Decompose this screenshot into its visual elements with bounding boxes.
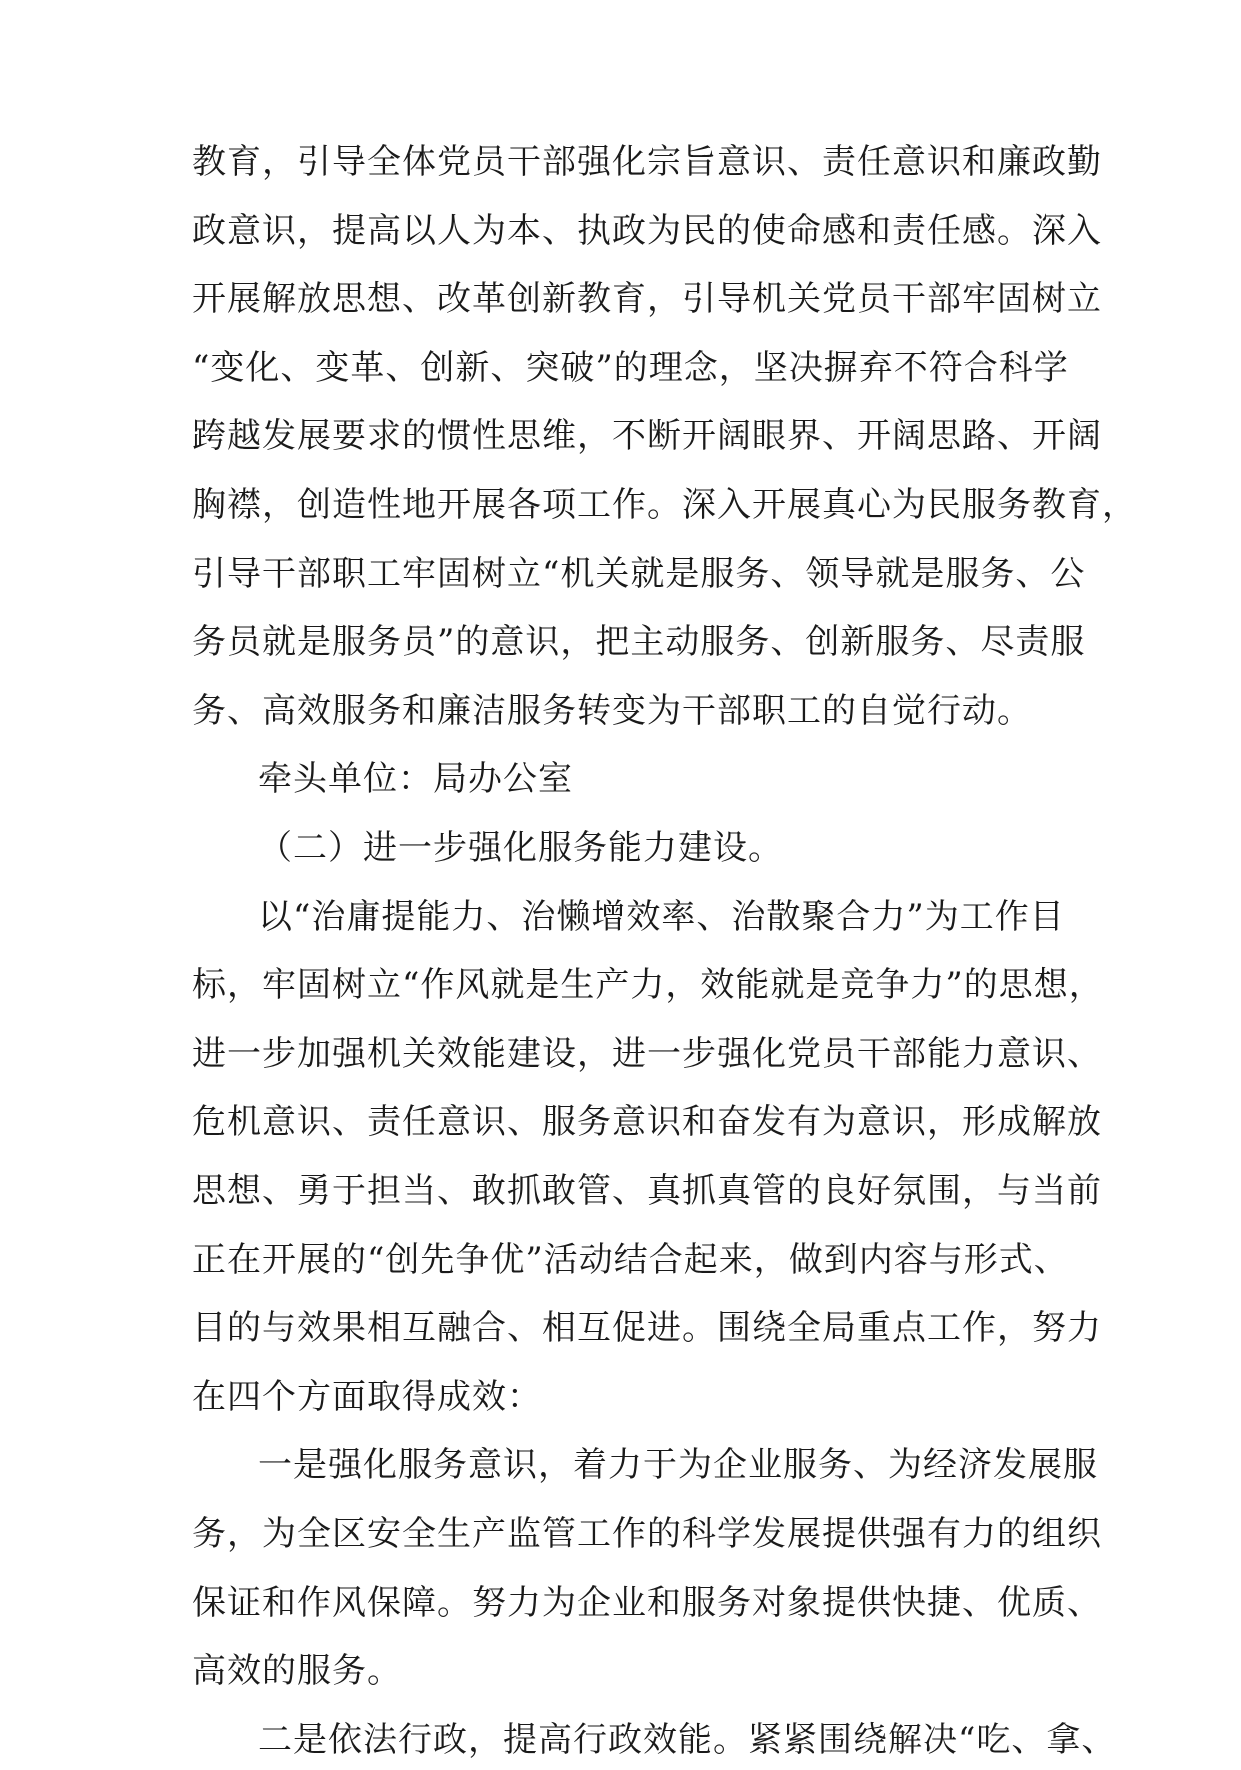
text-line: 进一步加强机关效能建设，进一步强化党员干部能力意识、 (192, 1034, 1102, 1074)
lead-unit-line: 牵头单位：局办公室 (258, 759, 573, 799)
text-line: 思想、勇于担当、敢抓敢管、真抓真管的良好氛围，与当前 (192, 1171, 1102, 1211)
text-line: 二是依法行政，提高行政效能。紧紧围绕解决“吃、拿、 (258, 1720, 1117, 1760)
text-line: 务，为全区安全生产监管工作的科学发展提供强有力的组织 (192, 1514, 1102, 1554)
text-line: 高效的服务。 (192, 1651, 402, 1691)
text-line: 教育，引导全体党员干部强化宗旨意识、责任意识和廉政勤 (192, 142, 1102, 182)
text-line: 标，牢固树立“作风就是生产力，效能就是竞争力”的思想， (192, 965, 1104, 1005)
text-line: “变化、变革、创新、突破”的理念，坚决摒弃不符合科学 (192, 348, 1069, 388)
text-line: 以“治庸提能力、治懒增效率、治散聚合力”为工作目 (258, 897, 1065, 937)
text-line: 正在开展的“创先争优”活动结合起来，做到内容与形式、 (192, 1240, 1069, 1280)
text-line: 务、高效服务和廉洁服务转变为干部职工的自觉行动。 (192, 691, 1032, 731)
text-line: 开展解放思想、改革创新教育，引导机关党员干部牢固树立 (192, 279, 1102, 319)
text-line: 保证和作风保障。努力为企业和服务对象提供快捷、优质、 (192, 1583, 1102, 1623)
text-line: 政意识，提高以人为本、执政为民的使命感和责任感。深入 (192, 211, 1102, 251)
text-line: 一是强化服务意识，着力于为企业服务、为经济发展服 (258, 1445, 1098, 1485)
text-line: 在四个方面取得成效： (192, 1377, 542, 1417)
text-line: 务员就是服务员”的意识，把主动服务、创新服务、尽责服 (192, 622, 1086, 662)
text-line: 危机意识、责任意识、服务意识和奋发有为意识，形成解放 (192, 1102, 1102, 1142)
text-line: 胸襟，创造性地开展各项工作。深入开展真心为民服务教育， (192, 485, 1137, 525)
text-line: 引导干部职工牢固树立“机关就是服务、领导就是服务、公 (192, 554, 1086, 594)
text-line: 跨越发展要求的惯性思维，不断开阔眼界、开阔思路、开阔 (192, 416, 1102, 456)
text-line: 目的与效果相互融合、相互促进。围绕全局重点工作，努力 (192, 1308, 1102, 1348)
section-heading: （二）进一步强化服务能力建设。 (258, 828, 783, 868)
